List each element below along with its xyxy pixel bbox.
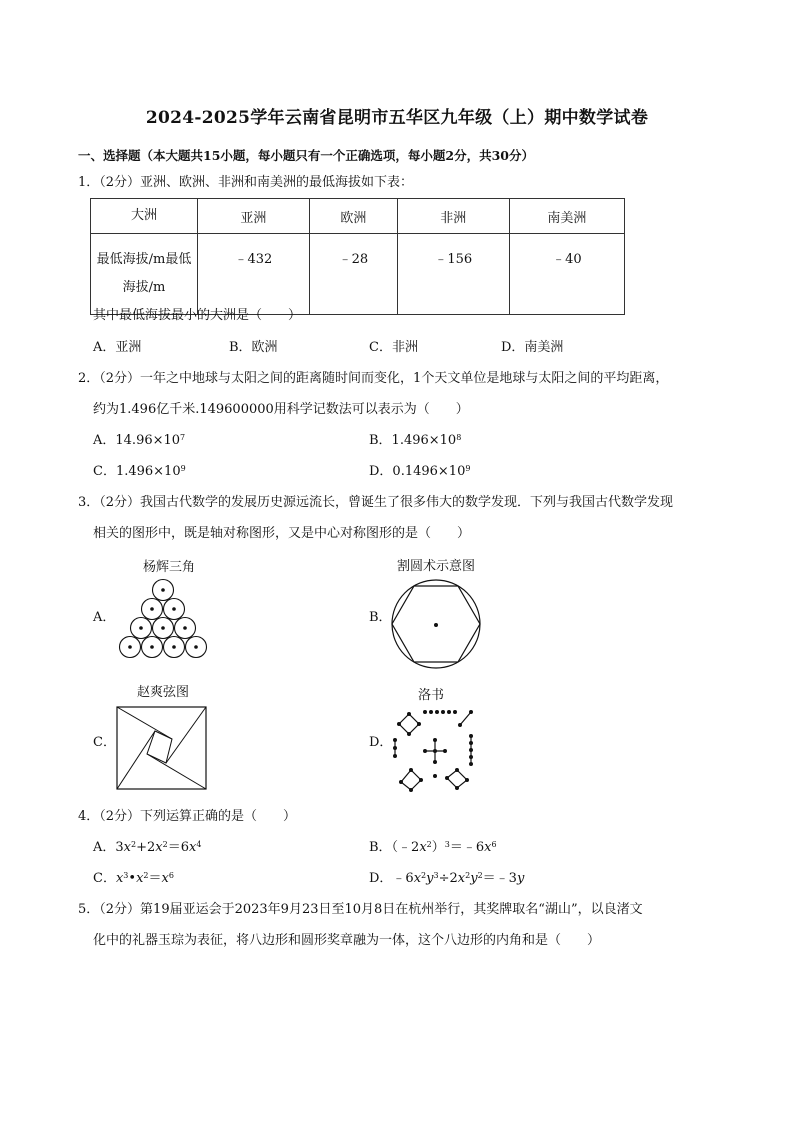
- q1-option-b[interactable]: B．欧洲: [229, 340, 278, 355]
- figure-c-label[interactable]: C．: [93, 735, 116, 750]
- q2-stem-line-1: 2．（2分）一年之中地球与太阳之间的距离随时间而变化，1个天文单位是地球与太阳之间的平均距离，: [78, 371, 669, 386]
- luoshu-icon: [389, 704, 479, 794]
- yanghui-triangle-icon: [116, 577, 210, 669]
- table-header-cell: 南美洲: [509, 199, 624, 234]
- figure-a-title: 杨辉三角: [142, 560, 195, 575]
- q1-option-c[interactable]: C．非洲: [369, 340, 418, 355]
- q4-option-a[interactable]: A．$3x^2+2x^2=6x^4$: [93, 840, 202, 855]
- row-label-line-1: 最低海拔/m最低: [96, 252, 192, 267]
- figure-c-title: 赵爽弦图: [136, 685, 189, 700]
- figure-d-label[interactable]: D．: [369, 735, 393, 750]
- table-cell: ﹣432: [198, 234, 310, 315]
- q4-option-d[interactable]: D．$﹣6x^2y^3\div 2x^2y^2=﹣3y$: [369, 871, 525, 886]
- figure-d-title: 洛书: [417, 688, 444, 703]
- table-header-cell: 欧洲: [309, 199, 397, 234]
- table-cell: ﹣28: [309, 234, 397, 315]
- table-header-cell: 大洲: [91, 199, 198, 234]
- q1-question: 其中最低海拔最小的大洲是（ ）: [93, 308, 302, 323]
- q1-option-d[interactable]: D．南美洲: [501, 340, 564, 355]
- q3-stem-line-2: 相关的图形中，既是轴对称图形，又是中心对称图形的是（ ）: [93, 526, 471, 541]
- section-heading: 一、选择题（本大题共15小题，每小题只有一个正确选项，每小题2分，共30分）: [78, 148, 534, 163]
- table-row-label: [91, 234, 198, 315]
- q2-stem-line-2: 约为1.496亿千米.149600000用科学记数法可以表示为（ ）: [93, 402, 469, 417]
- q4-option-c[interactable]: C．$x^3•x^2=x^6$: [93, 871, 174, 886]
- figure-b-title: 割圆术示意图: [396, 559, 475, 574]
- figure-a-label[interactable]: A．: [93, 610, 116, 625]
- q2-option-a[interactable]: A．$14.96\times 10^7$: [93, 433, 186, 448]
- q2-option-d[interactable]: D．$0.1496\times 10^9$: [369, 464, 471, 479]
- q2-option-c[interactable]: C．$1.496\times 10^9$: [93, 464, 186, 479]
- q3-stem-line-1: 3．（2分）我国古代数学的发展历史源远流长，曾诞生了很多伟大的数学发现．下列与我国古代数学发现: [78, 495, 674, 510]
- table-header-cell: 非洲: [397, 199, 509, 234]
- table-row: [91, 234, 625, 315]
- page-title: 2024-2025学年云南省昆明市五华区九年级（上）期中数学试卷: [145, 108, 649, 128]
- table-cell: ﹣156: [397, 234, 509, 315]
- q2-option-b[interactable]: B．$1.496\times 10^8$: [369, 433, 462, 448]
- q4-option-b[interactable]: B．$(﹣2x^2)^3=﹣6x^6$: [369, 840, 497, 855]
- circle-hexagon-icon: [389, 577, 483, 671]
- altitude-table: [90, 198, 625, 315]
- q1-option-a[interactable]: A．亚洲: [93, 340, 142, 355]
- table-row: [91, 199, 625, 234]
- zhaoshuang-diagram-icon: [116, 706, 208, 790]
- q4-stem: 4．（2分）下列运算正确的是（ ）: [78, 809, 297, 824]
- q5-stem-line-1: 5．（2分）第19届亚运会于2023年9月23日至10月8日在杭州举行，其奖牌取名“湖山”，以良渚文: [78, 902, 643, 917]
- figure-b-label[interactable]: B．: [369, 610, 392, 625]
- table-header-cell: 亚洲: [198, 199, 310, 234]
- table-cell: ﹣40: [509, 234, 624, 315]
- q1-stem: 1．（2分）亚洲、欧洲、非洲和南美洲的最低海拔如下表：: [78, 175, 414, 190]
- row-label-line-2: 海拔/m: [122, 280, 166, 295]
- q5-stem-line-2: 化中的礼器玉琮为表征，将八边形和圆形奖章融为一体，这个八边形的内角和是（ ）: [93, 933, 601, 948]
